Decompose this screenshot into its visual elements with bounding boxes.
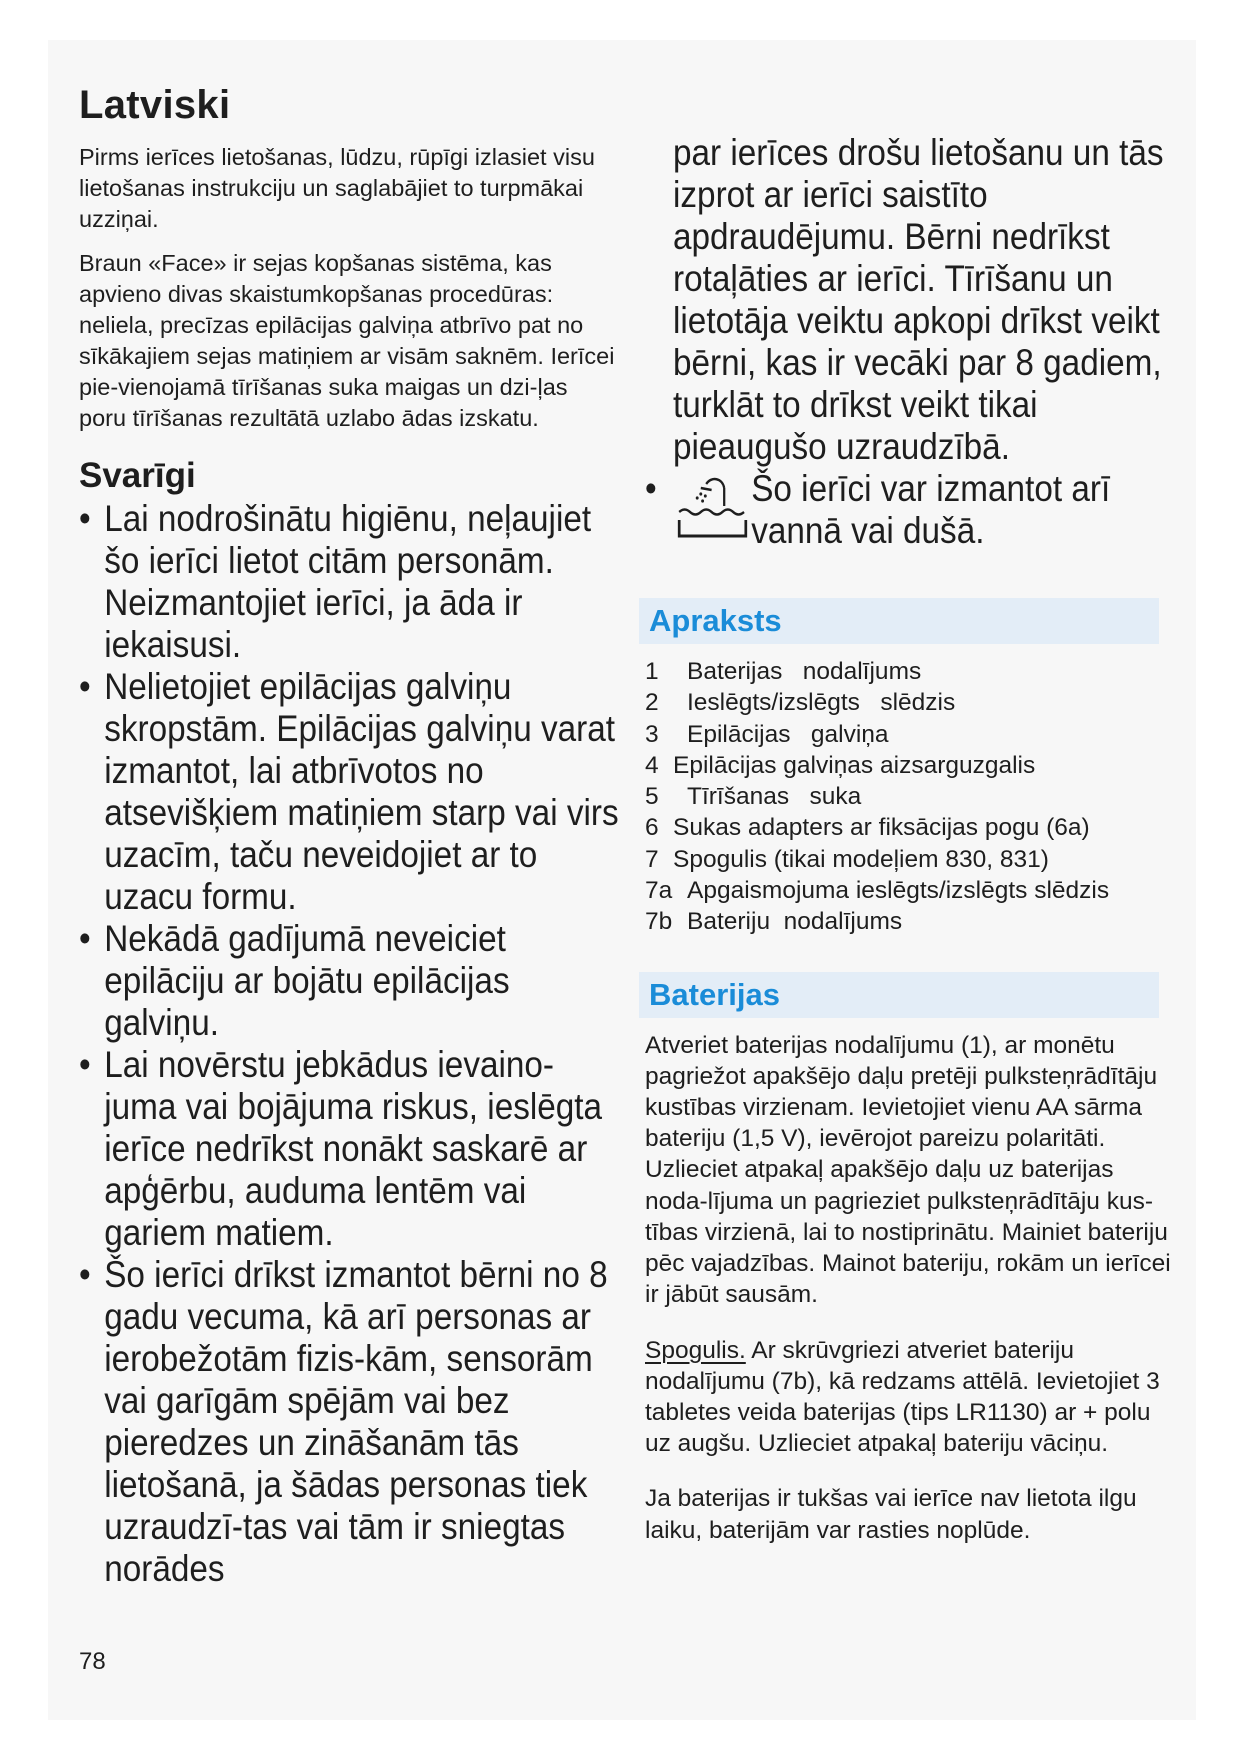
- list-item: [645, 687, 1175, 718]
- item-number: 6: [645, 814, 659, 842]
- bullet-continuation: par ierīces drošu lietošanu un tās izprot ar ierīci saistīto apdraudējumu. Bērni nedrīkst rotaļāties ar ierīci. Tīrīšanu un lietotāja veiktu apkopi drīkst veikt bērni, kas ir vecāki par 8 gadiem, turklāt to drīkst veikt tikai pieaugušo uzraudzībā.: [673, 132, 1164, 467]
- important-bullet-list: [79, 498, 619, 1590]
- item-text: Epilācijas galviņa: [687, 720, 889, 748]
- description-list: [645, 656, 1175, 938]
- bath-bullet: • Šo ierīci var izmantot arī vannā vai dušā.: [645, 468, 1185, 552]
- bullet-text: Nelietojiet epilācijas galviņu skropstām. Epilācijas galviņu varat izmantot, lai atbrīvotos no atsevišķiem matiņiem starp vai virs uzacīm, taču neveidojiet ar to uzacu formu.: [104, 666, 619, 917]
- item-text: Epilācijas galviņas aizsarguzgalis: [673, 751, 1036, 779]
- bullet-item: • Šo ierīci drīkst izmantot bērni no 8 gadu vecuma, kā arī personas ar ierobežotām fizis-kām, sensorām vai garīgām spējām vai bez pieredzes un zināšanām tās lietošanā, ja šādas personas tiek uzraudzī-tas vai tām ir sniegtas norādes: [79, 1254, 608, 1589]
- list-item: [645, 875, 1175, 906]
- item-text: Baterijas nodalījums: [687, 658, 922, 685]
- batteries-paragraph-1: Atveriet baterijas nodalījumu (1), ar monētu pagriežot apakšējo daļu pretēji pulksteņrādītāju kustības virzienam. Ievietojiet vienu AA sārma bateriju (1,5 V), ievērojot pareizu polaritāti. Uzlieciet atpakaļ apakšējo daļu uz baterijas noda-lījuma un pagrieziet pulksteņrādītāju kus-tības virzienā, lai to nostiprinātu. Mainiet bateriju pēc vajadzības. Mainot bateriju, rokām un ierīcei ir jābūt sausām.: [645, 1031, 1171, 1309]
- mirror-label: Spogulis.: [645, 1336, 746, 1364]
- item-number: 7: [645, 845, 659, 873]
- description-heading: Apraksts: [639, 598, 1159, 644]
- page-number: 78: [79, 1648, 106, 1675]
- bullet-item: • Nekādā gadījumā neveiciet epilāciju ar bojātu epilācijas galviņu.: [79, 918, 510, 1043]
- batteries-paragraph-2: [645, 1335, 1175, 1460]
- bath-shower-icon: [676, 476, 752, 540]
- bullet-text: Nekādā gadījumā neveiciet epilāciju ar bojātu epilācijas galviņu.: [104, 918, 510, 1043]
- list-item: [645, 656, 1175, 687]
- bullet-item: • Nelietojiet epilācijas galviņu skropstām. Epilācijas galviņu varat izmantot, lai atbrīvotos no atsevišķiem matiņiem starp vai virs uzacīm, taču neveidojiet ar to uzacu formu.: [79, 666, 619, 917]
- left-column: [79, 82, 619, 1590]
- item-text: Sukas adapters ar fiksācijas pogu (6a): [673, 814, 1090, 842]
- list-item: [645, 750, 1175, 781]
- page-title: Latviski: [79, 83, 231, 127]
- item-number: 5: [645, 783, 659, 811]
- list-item: [645, 719, 1175, 750]
- item-text: Spogulis (tikai modeļiem 830, 831): [673, 845, 1049, 873]
- right-column: [645, 132, 1175, 1546]
- batteries-paragraph-2-text: Ar skrūvgriezi atveriet bateriju nodalījumu (7b), kā redzams attēlā. Ievietojiet 3 tabletes veida baterijas (tips LR1130) ar + polu uz augšu. Uzlieciet atpakaļ bateriju vāciņu.: [645, 1336, 1160, 1458]
- important-heading: Svarīgi: [79, 456, 196, 495]
- batteries-heading: Baterijas: [639, 972, 1159, 1018]
- item-number: 2: [645, 689, 659, 717]
- bullet-text: Lai nodrošinātu higiēnu, neļaujiet šo ierīci lietot citām personām. Neizmantojiet ierīci, ja āda ir iekaisusi.: [104, 498, 592, 665]
- list-item: [645, 781, 1175, 812]
- item-text: Ieslēgts/izslēgts slēdzis: [687, 689, 956, 717]
- item-number: 7a: [645, 877, 673, 905]
- intro-paragraph-1: Pirms ierīces lietošanas, lūdzu, rūpīgi izlasiet visu lietošanas instrukciju un saglabājiet to turpmākai uzziņai.: [79, 144, 595, 232]
- list-item: [645, 844, 1175, 875]
- bullet-text: Šo ierīci drīkst izmantot bērni no 8 gadu vecuma, kā arī personas ar ierobežotām fizis-kām, sensorām vai garīgām spējām vai bez pieredzes un zināšanām tās lietošanā, ja šādas personas tiek uzraudzī-tas vai tām ir sniegtas norādes: [104, 1254, 608, 1589]
- item-text: Bateriju nodalījums: [687, 908, 903, 936]
- bath-bullet-text: Šo ierīci var izmantot arī vannā vai dušā.: [751, 468, 1111, 551]
- item-text: Apgaismojuma ieslēgts/izslēgts slēdzis: [687, 877, 1110, 905]
- bullet-text: Lai novērstu jebkādus ievaino-juma vai bojājuma riskus, ieslēgta ierīce nedrīkst nonākt saskarē ar apģērbu, auduma lentēm vai gariem matiem.: [104, 1044, 603, 1253]
- list-item: [645, 812, 1175, 843]
- item-text: Tīrīšanas suka: [687, 783, 862, 811]
- bullet-item: • Lai novērstu jebkādus ievaino-juma vai bojājuma riskus, ieslēgta ierīce nedrīkst nonākt saskarē ar apģērbu, auduma lentēm vai gariem matiem.: [79, 1044, 603, 1253]
- item-number: 1: [645, 658, 659, 685]
- list-item: [645, 906, 1175, 937]
- item-number: 7b: [645, 908, 673, 936]
- bullet-item: • Lai nodrošinātu higiēnu, neļaujiet šo ierīci lietot citām personām. Neizmantojiet ierīci, ja āda ir iekaisusi.: [79, 498, 592, 665]
- intro-paragraph-2: Braun «Face» ir sejas kopšanas sistēma, kas apvieno divas skaistumkopšanas procedūras: neliela, precīzas epilācijas galviņa atbrīvo pat no sīkākajiem sejas matiņiem ar visām saknēm. Ierīcei pie-vienojamā tīrīšanas suka maigas un dzi-ļas poru tīrīšanas rezultātā uzlabo ādas izskatu.: [79, 250, 615, 431]
- item-number: 3: [645, 720, 659, 748]
- batteries-paragraph-3: Ja baterijas ir tukšas vai ierīce nav lietota ilgu laiku, baterijām var rasties noplūde.: [645, 1485, 1137, 1544]
- item-number: 4: [645, 751, 659, 779]
